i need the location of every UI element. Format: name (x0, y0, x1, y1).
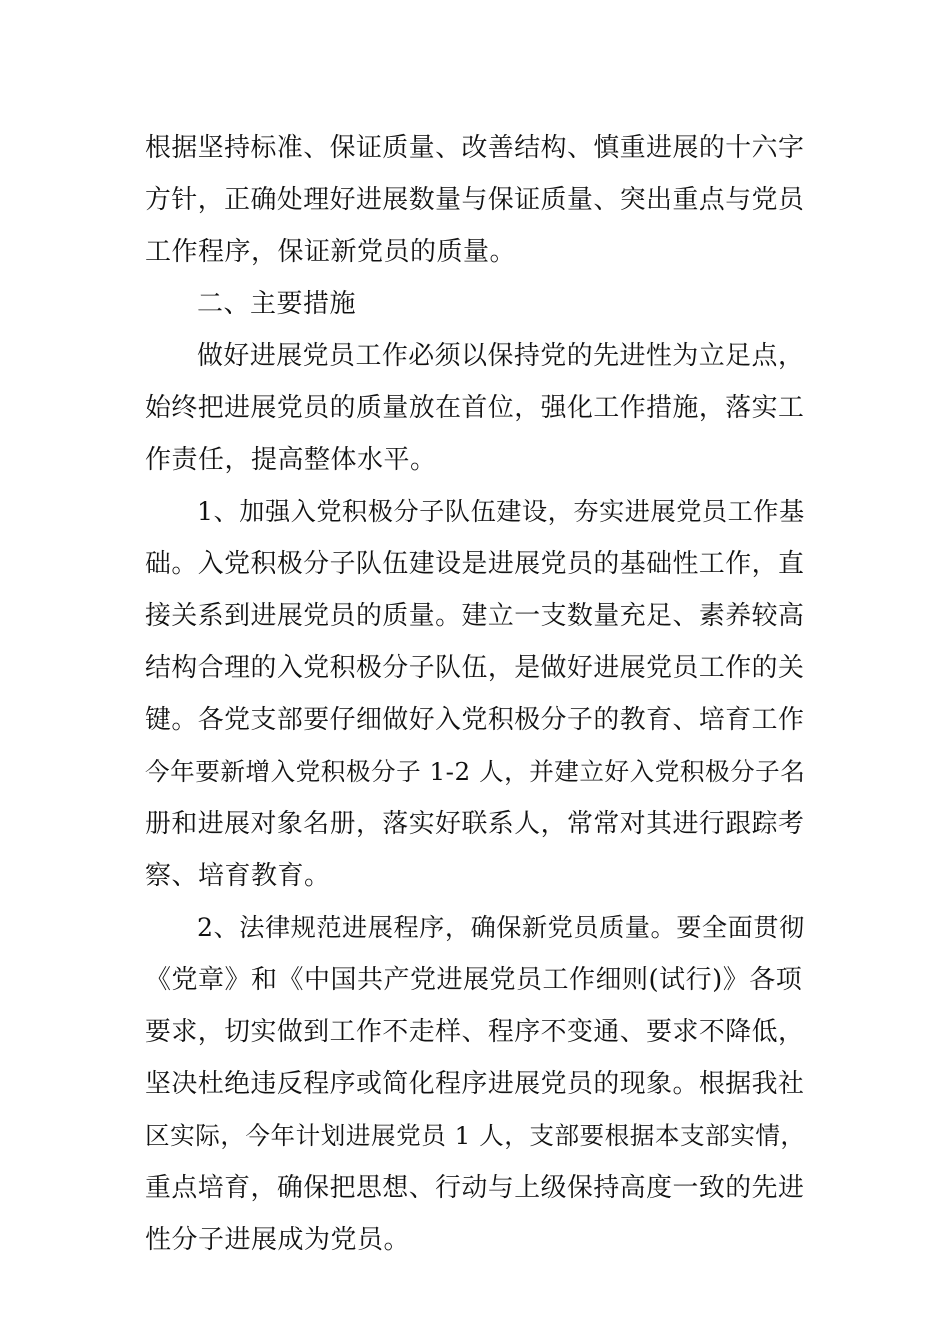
text-line: 根据坚持标准、保证质量、改善结构、慎重进展的十六字 (145, 133, 805, 163)
text-line: 工作程序，保证新党员的质量。 (145, 237, 517, 267)
text-line: 作责任，提高整体水平。 (145, 445, 437, 475)
text-line: 2、法律规范进展程序，确保新党员质量。要全面贯彻 (197, 913, 805, 942)
text-line: 册和进展对象名册，落实好联系人，常常对其进行跟踪考 (145, 809, 805, 839)
text-line: 性分子进展成为党员。 (145, 1225, 411, 1255)
text-line: 础。入党积极分子队伍建设是进展党员的基础性工作，直 (145, 549, 805, 579)
text-line: 结构合理的入党积极分子队伍，是做好进展党员工作的关 (145, 653, 805, 683)
text-line: 区实际，今年计划进展党员 1 人，支部要根据本支部实情， (145, 1121, 806, 1150)
text-line: 键。各党支部要仔细做好入党积极分子的教育、培育工作 (145, 705, 805, 735)
text-line: 1、加强入党积极分子队伍建设，夯实进展党员工作基 (197, 497, 805, 526)
text-line: 重点培育，确保把思想、行动与上级保持高度一致的先进 (145, 1173, 805, 1203)
text-line: 始终把进展党员的质量放在首位，强化工作措施，落实工 (145, 393, 805, 423)
text-line: 《党章》和《中国共产党进展党员工作细则(试行)》各项 (145, 965, 803, 995)
text-line: 方针，正确处理好进展数量与保证质量、突出重点与党员 (145, 185, 805, 215)
text-line: 坚决杜绝违反程序或简化程序进展党员的现象。根据我社 (145, 1069, 805, 1099)
text-line: 做好进展党员工作必须以保持党的先进性为立足点， (197, 341, 805, 371)
section-heading: 二、主要措施 (197, 289, 357, 319)
text-line: 接关系到进展党员的质量。建立一支数量充足、素养较高 (145, 601, 805, 631)
text-line: 察、培育教育。 (145, 861, 331, 891)
text-line: 要求，切实做到工作不走样、程序不变通、要求不降低， (145, 1017, 805, 1047)
text-line: 今年要新增入党积极分子 1-2 人，并建立好入党积极分子名 (145, 757, 806, 786)
